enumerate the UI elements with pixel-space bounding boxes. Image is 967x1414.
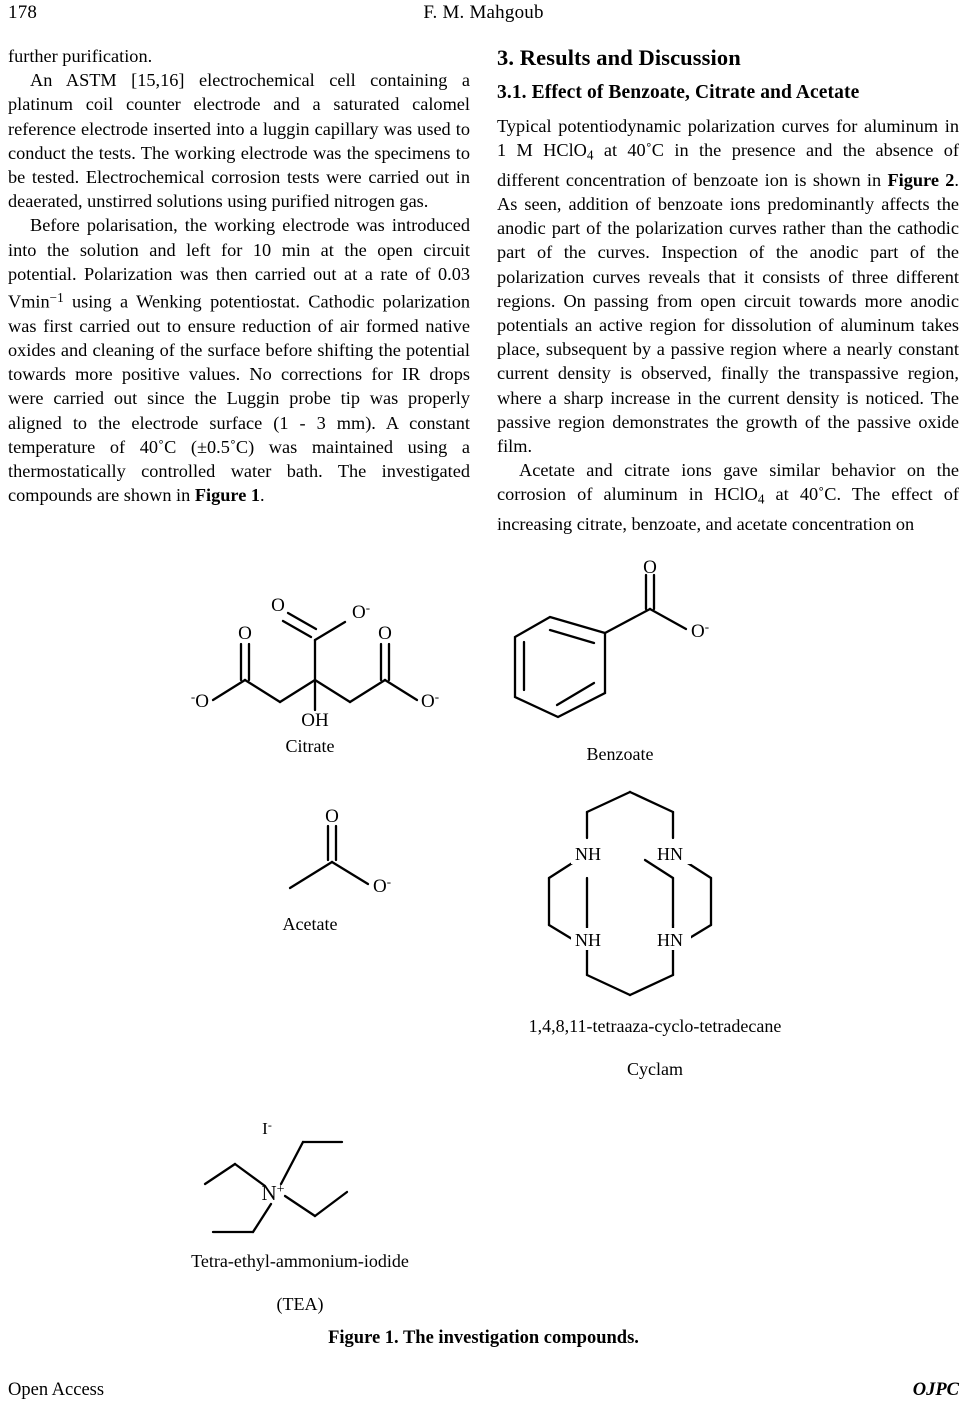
cyclam-label-hn-topright: HN bbox=[657, 844, 683, 864]
cyclam-diagram bbox=[535, 790, 725, 1005]
citrate-label-o-left: O bbox=[238, 623, 252, 644]
citrate-label-o-right: O bbox=[378, 623, 392, 644]
structure-citrate bbox=[185, 580, 445, 730]
paragraph-acetate-citrate bbox=[497, 458, 959, 536]
caption-acetate: Acetate bbox=[282, 914, 338, 934]
paragraph-further-purification: further purification. bbox=[8, 46, 153, 66]
citrate-label-o-minus-left: -O bbox=[190, 689, 209, 712]
left-column bbox=[8, 44, 470, 507]
para3-superscript: −1 bbox=[49, 290, 64, 306]
cyclam-label-hn-bottomright: HN bbox=[657, 930, 683, 950]
right-column bbox=[497, 44, 959, 536]
structure-cyclam bbox=[535, 790, 725, 1005]
page-footer bbox=[0, 1380, 967, 1406]
para3-text-b: using a Wenking potentiostat. Cathodic polarization was first carried out to ensure reduction of air formed native oxides and cleaning of the surface before shifting the potential towards more positive values. No corrections for IR drops were carried out since the Luggin probe tip was properly aligned to the electrode surface (1 - 3 mm). A constant temperature of 40˚C (±0.5˚C) was maintained using a thermostatically controlled water bath. The investigated compounds are shown in bbox=[8, 291, 470, 506]
caption-benzoate: Benzoate bbox=[586, 744, 654, 764]
cyclam-label-nh-bottomleft: NH bbox=[575, 930, 601, 950]
acetate-diagram bbox=[270, 800, 410, 910]
hclo4-subscript-2: 4 bbox=[757, 491, 765, 507]
structure-tea bbox=[195, 1120, 370, 1235]
figure-1-caption: Figure 1. The investigation compounds. bbox=[328, 1328, 639, 1348]
paragraph-astm-cell: An ASTM [15,16] electrochemical cell containing a platinum coil counter electrode and a saturated calomel reference electrode inserted into a luggin capillary was used to conduct the tests. The working electrode was the specimens to be tested. Electrochemical corrosion tests were carried out in deaerated, unstirred solutions using purified nitrogen gas. bbox=[8, 70, 470, 212]
open-access-label: Open Access bbox=[8, 1380, 105, 1400]
hclo4-subscript-1: 4 bbox=[586, 147, 594, 163]
paragraph-before-polarisation bbox=[8, 213, 470, 507]
subsection-heading-effect: 3.1. Effect of Benzoate, Citrate and Acetate bbox=[497, 82, 860, 103]
benzoate-diagram bbox=[510, 557, 740, 735]
figure2-reference: Figure 2 bbox=[887, 169, 955, 190]
acetate-label-o-minus: O- bbox=[373, 874, 392, 897]
structure-acetate bbox=[270, 800, 410, 910]
journal-abbreviation: OJPC bbox=[912, 1380, 959, 1400]
citrate-label-o-minus-top: O- bbox=[352, 600, 371, 623]
rpara2-text-a: Acetate and citrate ions gave similar behavior on the corrosion of aluminum in HClO bbox=[497, 460, 959, 505]
caption-tea-abbrev: (TEA) bbox=[276, 1294, 324, 1314]
section-heading-results: 3. Results and Discussion bbox=[497, 45, 741, 70]
caption-cyclam-iupac: 1,4,8,11-tetraaza-cyclo-tetradecane bbox=[528, 1016, 782, 1036]
para3-text-c: . bbox=[260, 485, 265, 506]
rpara2-text-b: at 40˚C. The effect of increasing citrate, benzoate, and acetate concentration on bbox=[497, 484, 959, 534]
acetate-label-o: O bbox=[325, 806, 339, 827]
figure1-reference: Figure 1 bbox=[194, 485, 261, 506]
page-number: 178 bbox=[8, 2, 38, 23]
tea-label-iodide: I- bbox=[262, 1118, 272, 1138]
tea-diagram bbox=[195, 1120, 370, 1235]
structure-benzoate bbox=[510, 557, 740, 735]
body-columns bbox=[8, 44, 959, 574]
running-head-author: F. M. Mahgoub bbox=[423, 2, 544, 23]
caption-citrate: Citrate bbox=[285, 736, 335, 756]
para3-text-a: Before polarisation, the working electrode was introduced into the solution and left for 10 min at the open circuit potential. Polarization was then carried out at a rate of 0.03 Vmin bbox=[8, 215, 470, 312]
rpara1-text-a: Typical potentiodynamic polarization curves for aluminum in 1 M HClO bbox=[497, 116, 959, 161]
rpara1-text-c: . As seen, addition of benzoate ions predominantly affects the anodic part of the polarization curves rather than the cathodic part of the curves. Inspection of the anodic part of the polarization curves reveals that it consists of three different regions. On passing from open circuit towards more anodic potentials an active region for dissolution of aluminum takes place, subsequent by a passive region where a nearly constant current density is observed, finally the transpassive region, where a sharp increase in the current density is noticed. The passive region demonstrates the growth of the passive oxide film. bbox=[497, 169, 959, 456]
citrate-label-o-top: O bbox=[271, 595, 285, 616]
cyclam-label-nh-topleft: NH bbox=[575, 844, 601, 864]
benzoate-label-o: O bbox=[643, 557, 657, 578]
citrate-diagram bbox=[185, 580, 445, 730]
caption-cyclam-common: Cyclam bbox=[627, 1059, 683, 1079]
paragraph-typical-curves bbox=[497, 114, 959, 458]
tea-label-nitrogen: N+ bbox=[261, 1181, 285, 1205]
rpara1-text-b: at 40˚C in the presence and the absence of different concentration of benzoate ion is shown in bbox=[497, 140, 959, 190]
citrate-label-o-minus-right: O- bbox=[421, 689, 440, 712]
caption-tea-full: Tetra-ethyl-ammonium-iodide bbox=[191, 1251, 409, 1271]
running-head bbox=[0, 0, 967, 34]
figure-1-structures bbox=[0, 557, 967, 1345]
citrate-label-oh: OH bbox=[301, 710, 329, 731]
benzoate-label-o-minus: O- bbox=[691, 619, 710, 642]
